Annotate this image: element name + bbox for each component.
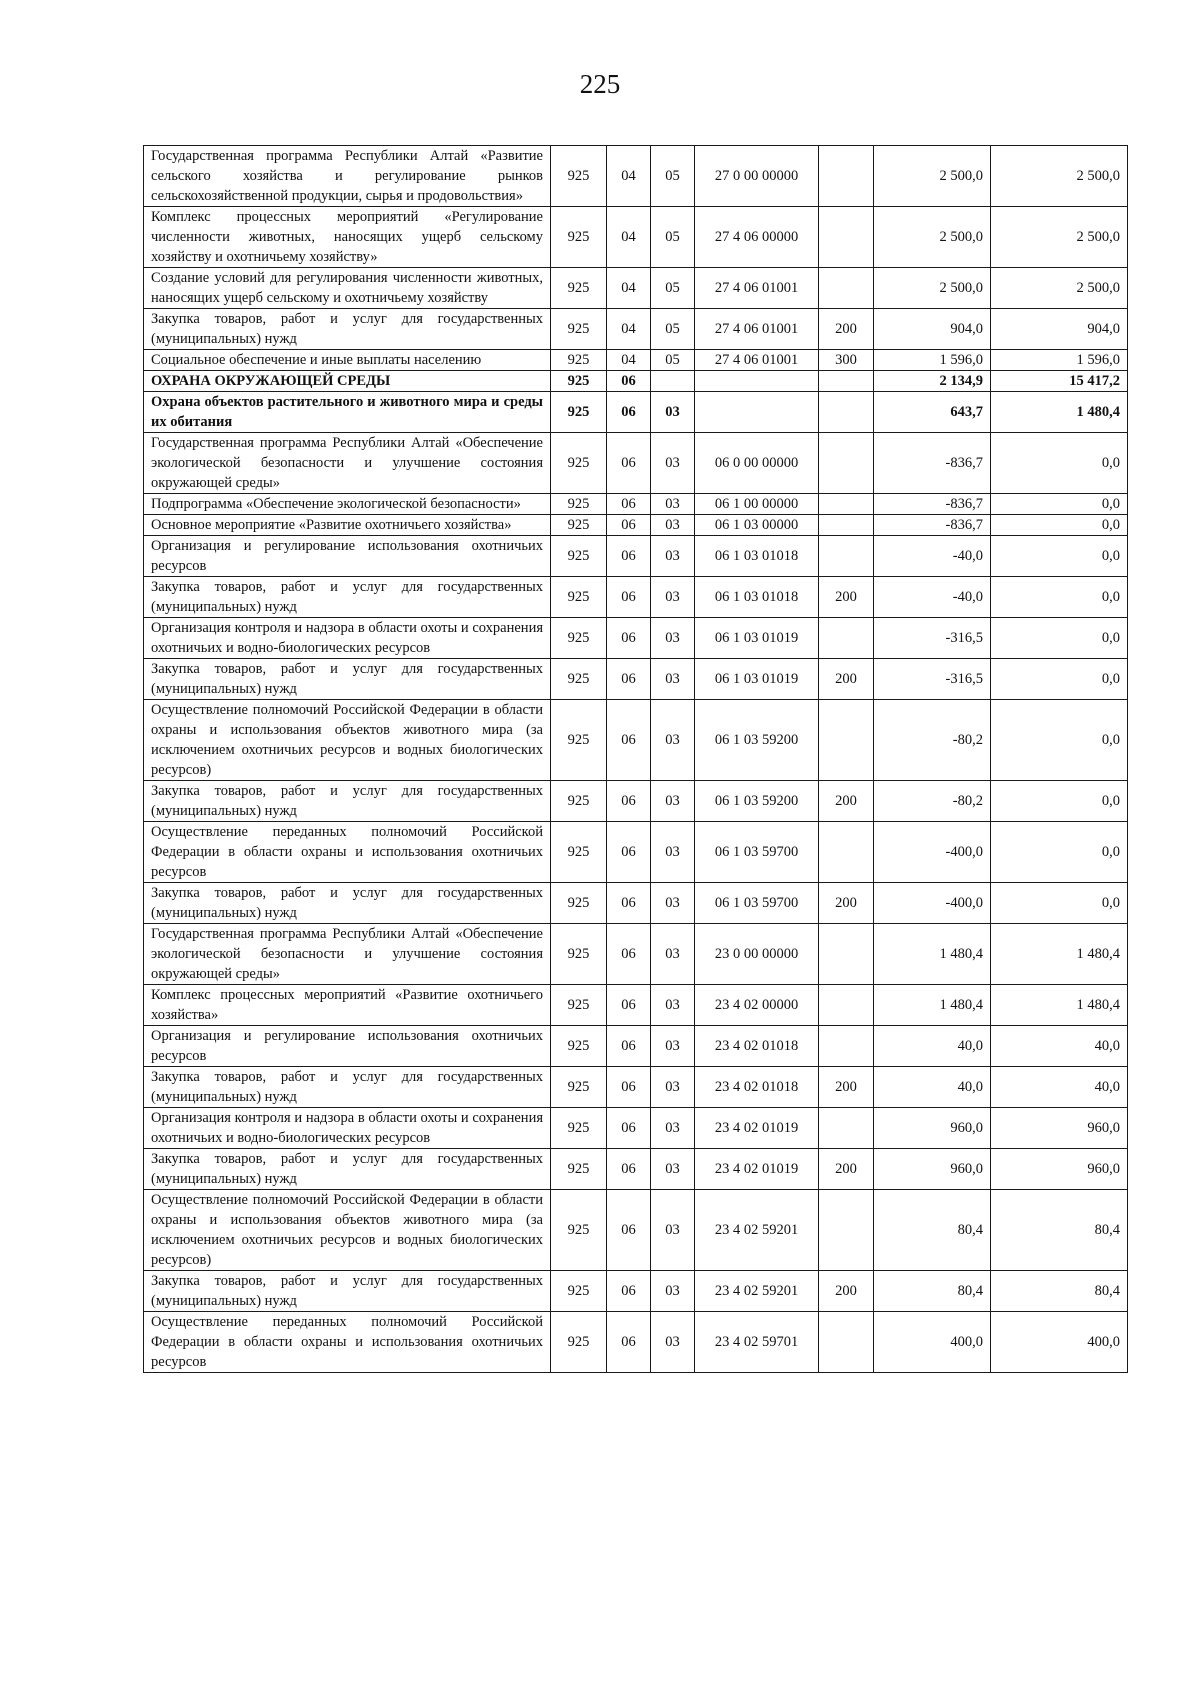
table-row xyxy=(144,536,1128,577)
row-expense-type-code xyxy=(819,515,874,536)
row-amount-1: 960,0 xyxy=(874,1149,991,1190)
row-target-article-code: 06 1 03 59200 xyxy=(695,781,819,822)
row-grbs-code: 925 xyxy=(551,392,607,433)
row-amount-1: 1 480,4 xyxy=(874,985,991,1026)
row-amount-1: 2 500,0 xyxy=(874,207,991,268)
row-grbs-code: 925 xyxy=(551,781,607,822)
row-name: Закупка товаров, работ и услуг для государственных (муниципальных) нужд xyxy=(144,1271,551,1312)
row-amount-1: -316,5 xyxy=(874,618,991,659)
row-amount-2: 0,0 xyxy=(991,577,1128,618)
row-target-article-code: 27 0 00 00000 xyxy=(695,146,819,207)
row-name: Охрана объектов растительного и животного мира и среды их обитания xyxy=(144,392,551,433)
row-amount-1: -836,7 xyxy=(874,515,991,536)
row-grbs-code: 925 xyxy=(551,924,607,985)
row-section-code: 06 xyxy=(607,433,651,494)
row-section-code: 06 xyxy=(607,1312,651,1373)
row-grbs-code: 925 xyxy=(551,700,607,781)
row-name: Создание условий для регулирования численности животных, наносящих ущерб сельскому и охотничьему хозяйству xyxy=(144,268,551,309)
row-expense-type-code xyxy=(819,146,874,207)
row-grbs-code: 925 xyxy=(551,659,607,700)
row-grbs-code: 925 xyxy=(551,268,607,309)
row-subsection-code: 03 xyxy=(651,700,695,781)
row-name: Закупка товаров, работ и услуг для государственных (муниципальных) нужд xyxy=(144,659,551,700)
row-amount-1: 40,0 xyxy=(874,1026,991,1067)
row-amount-1: 2 134,9 xyxy=(874,371,991,392)
row-section-code: 06 xyxy=(607,392,651,433)
table-body xyxy=(144,146,1128,1373)
row-subsection-code: 03 xyxy=(651,1108,695,1149)
table-row xyxy=(144,659,1128,700)
row-amount-1: -400,0 xyxy=(874,822,991,883)
row-grbs-code: 925 xyxy=(551,1108,607,1149)
row-target-article-code: 27 4 06 01001 xyxy=(695,309,819,350)
row-subsection-code: 03 xyxy=(651,1190,695,1271)
row-section-code: 06 xyxy=(607,924,651,985)
row-section-code: 06 xyxy=(607,515,651,536)
row-grbs-code: 925 xyxy=(551,536,607,577)
row-amount-2: 0,0 xyxy=(991,781,1128,822)
row-section-code: 06 xyxy=(607,659,651,700)
table-row xyxy=(144,822,1128,883)
row-name: Закупка товаров, работ и услуг для государственных (муниципальных) нужд xyxy=(144,1067,551,1108)
row-amount-1: -836,7 xyxy=(874,433,991,494)
row-grbs-code: 925 xyxy=(551,515,607,536)
row-amount-2: 960,0 xyxy=(991,1149,1128,1190)
row-subsection-code: 03 xyxy=(651,822,695,883)
row-expense-type-code: 200 xyxy=(819,659,874,700)
row-amount-1: -40,0 xyxy=(874,536,991,577)
row-section-code: 06 xyxy=(607,985,651,1026)
row-target-article-code: 23 4 02 59701 xyxy=(695,1312,819,1373)
row-amount-1: 2 500,0 xyxy=(874,268,991,309)
row-grbs-code: 925 xyxy=(551,883,607,924)
table-row xyxy=(144,618,1128,659)
row-amount-2: 0,0 xyxy=(991,433,1128,494)
row-grbs-code: 925 xyxy=(551,1026,607,1067)
row-amount-1: 2 500,0 xyxy=(874,146,991,207)
row-name: Организация и регулирование использования охотничьих ресурсов xyxy=(144,536,551,577)
table-row xyxy=(144,371,1128,392)
row-name: Закупка товаров, работ и услуг для государственных (муниципальных) нужд xyxy=(144,577,551,618)
row-name: Закупка товаров, работ и услуг для государственных (муниципальных) нужд xyxy=(144,883,551,924)
row-target-article-code: 23 0 00 00000 xyxy=(695,924,819,985)
table-row xyxy=(144,494,1128,515)
table-row xyxy=(144,1271,1128,1312)
row-amount-1: -836,7 xyxy=(874,494,991,515)
row-name: Осуществление переданных полномочий Российской Федерации в области охраны и использования охотничьих ресурсов xyxy=(144,1312,551,1373)
row-amount-2: 15 417,2 xyxy=(991,371,1128,392)
row-target-article-code: 27 4 06 01001 xyxy=(695,350,819,371)
row-subsection-code: 05 xyxy=(651,146,695,207)
row-amount-2: 0,0 xyxy=(991,618,1128,659)
row-expense-type-code xyxy=(819,985,874,1026)
row-name: Организация контроля и надзора в области охоты и сохранения охотничьих и водно-биологических ресурсов xyxy=(144,1108,551,1149)
row-target-article-code: 23 4 02 01019 xyxy=(695,1108,819,1149)
row-subsection-code: 05 xyxy=(651,309,695,350)
row-name: Организация и регулирование использования охотничьих ресурсов xyxy=(144,1026,551,1067)
row-section-code: 06 xyxy=(607,1271,651,1312)
row-expense-type-code xyxy=(819,392,874,433)
row-expense-type-code xyxy=(819,536,874,577)
row-grbs-code: 925 xyxy=(551,1271,607,1312)
row-expense-type-code xyxy=(819,433,874,494)
row-grbs-code: 925 xyxy=(551,985,607,1026)
row-section-code: 06 xyxy=(607,371,651,392)
row-subsection-code: 03 xyxy=(651,924,695,985)
row-name: Закупка товаров, работ и услуг для государственных (муниципальных) нужд xyxy=(144,781,551,822)
row-expense-type-code: 200 xyxy=(819,781,874,822)
row-target-article-code: 06 1 03 01019 xyxy=(695,618,819,659)
row-expense-type-code: 200 xyxy=(819,1067,874,1108)
row-grbs-code: 925 xyxy=(551,1067,607,1108)
table-row xyxy=(144,985,1128,1026)
table-row xyxy=(144,1312,1128,1373)
row-expense-type-code xyxy=(819,207,874,268)
row-expense-type-code xyxy=(819,1190,874,1271)
row-expense-type-code: 300 xyxy=(819,350,874,371)
row-section-code: 04 xyxy=(607,309,651,350)
row-subsection-code: 03 xyxy=(651,433,695,494)
row-section-code: 06 xyxy=(607,618,651,659)
table-row xyxy=(144,1149,1128,1190)
row-grbs-code: 925 xyxy=(551,618,607,659)
row-name: Основное мероприятие «Развитие охотничьего хозяйства» xyxy=(144,515,551,536)
row-amount-2: 960,0 xyxy=(991,1108,1128,1149)
row-subsection-code xyxy=(651,371,695,392)
row-subsection-code: 03 xyxy=(651,392,695,433)
row-name: Организация контроля и надзора в области охоты и сохранения охотничьих и водно-биологических ресурсов xyxy=(144,618,551,659)
table-row xyxy=(144,1067,1128,1108)
row-name: ОХРАНА ОКРУЖАЮЩЕЙ СРЕДЫ xyxy=(144,371,551,392)
row-grbs-code: 925 xyxy=(551,371,607,392)
row-section-code: 06 xyxy=(607,577,651,618)
row-amount-2: 0,0 xyxy=(991,659,1128,700)
row-name: Подпрограмма «Обеспечение экологической безопасности» xyxy=(144,494,551,515)
row-section-code: 06 xyxy=(607,1026,651,1067)
row-amount-2: 0,0 xyxy=(991,536,1128,577)
row-section-code: 04 xyxy=(607,146,651,207)
row-amount-1: -400,0 xyxy=(874,883,991,924)
row-subsection-code: 03 xyxy=(651,1271,695,1312)
row-section-code: 06 xyxy=(607,1149,651,1190)
row-subsection-code: 03 xyxy=(651,577,695,618)
row-amount-2: 40,0 xyxy=(991,1026,1128,1067)
row-amount-2: 2 500,0 xyxy=(991,268,1128,309)
row-expense-type-code xyxy=(819,371,874,392)
row-target-article-code: 06 1 03 59700 xyxy=(695,883,819,924)
row-target-article-code: 06 1 03 01018 xyxy=(695,536,819,577)
row-name: Государственная программа Республики Алтай «Обеспечение экологической безопасности и улучшение состояния окружающей среды» xyxy=(144,433,551,494)
row-section-code: 04 xyxy=(607,268,651,309)
row-name: Осуществление полномочий Российской Федерации в области охраны и использования объектов животного мира (за исключением охотничьих ресурсов и водных биологических ресурсов) xyxy=(144,700,551,781)
table-row xyxy=(144,781,1128,822)
row-target-article-code: 23 4 02 01019 xyxy=(695,1149,819,1190)
row-expense-type-code: 200 xyxy=(819,577,874,618)
row-subsection-code: 03 xyxy=(651,1026,695,1067)
row-section-code: 06 xyxy=(607,1190,651,1271)
row-amount-1: 400,0 xyxy=(874,1312,991,1373)
row-subsection-code: 05 xyxy=(651,207,695,268)
row-target-article-code: 23 4 02 01018 xyxy=(695,1026,819,1067)
row-amount-2: 1 596,0 xyxy=(991,350,1128,371)
row-name: Государственная программа Республики Алтай «Обеспечение экологической безопасности и улучшение состояния окружающей среды» xyxy=(144,924,551,985)
row-grbs-code: 925 xyxy=(551,433,607,494)
row-amount-1: 1 596,0 xyxy=(874,350,991,371)
row-subsection-code: 03 xyxy=(651,659,695,700)
row-subsection-code: 03 xyxy=(651,515,695,536)
row-grbs-code: 925 xyxy=(551,1190,607,1271)
row-amount-2: 0,0 xyxy=(991,700,1128,781)
row-section-code: 06 xyxy=(607,1108,651,1149)
row-expense-type-code: 200 xyxy=(819,309,874,350)
row-amount-2: 0,0 xyxy=(991,883,1128,924)
row-amount-1: 40,0 xyxy=(874,1067,991,1108)
row-amount-2: 0,0 xyxy=(991,515,1128,536)
row-expense-type-code xyxy=(819,1026,874,1067)
row-grbs-code: 925 xyxy=(551,577,607,618)
row-amount-2: 400,0 xyxy=(991,1312,1128,1373)
row-section-code: 06 xyxy=(607,700,651,781)
row-subsection-code: 03 xyxy=(651,883,695,924)
table-row xyxy=(144,146,1128,207)
row-expense-type-code: 200 xyxy=(819,1149,874,1190)
row-amount-1: 1 480,4 xyxy=(874,924,991,985)
row-section-code: 06 xyxy=(607,494,651,515)
row-subsection-code: 03 xyxy=(651,536,695,577)
row-target-article-code: 23 4 02 00000 xyxy=(695,985,819,1026)
row-expense-type-code xyxy=(819,1108,874,1149)
row-target-article-code: 27 4 06 00000 xyxy=(695,207,819,268)
row-amount-1: 643,7 xyxy=(874,392,991,433)
row-amount-2: 40,0 xyxy=(991,1067,1128,1108)
row-expense-type-code xyxy=(819,618,874,659)
row-name: Социальное обеспечение и иные выплаты населению xyxy=(144,350,551,371)
page-number: 225 xyxy=(579,69,621,99)
row-name: Закупка товаров, работ и услуг для государственных (муниципальных) нужд xyxy=(144,1149,551,1190)
table-row xyxy=(144,1026,1128,1067)
row-name: Закупка товаров, работ и услуг для государственных (муниципальных) нужд xyxy=(144,309,551,350)
row-subsection-code: 03 xyxy=(651,1312,695,1373)
row-amount-2: 1 480,4 xyxy=(991,985,1128,1026)
row-amount-2: 80,4 xyxy=(991,1190,1128,1271)
table-row xyxy=(144,433,1128,494)
row-target-article-code xyxy=(695,371,819,392)
row-target-article-code: 06 1 03 00000 xyxy=(695,515,819,536)
row-grbs-code: 925 xyxy=(551,822,607,883)
table-row xyxy=(144,883,1128,924)
row-expense-type-code xyxy=(819,1312,874,1373)
row-subsection-code: 03 xyxy=(651,1067,695,1108)
row-amount-2: 1 480,4 xyxy=(991,392,1128,433)
row-amount-2: 2 500,0 xyxy=(991,207,1128,268)
table-row xyxy=(144,268,1128,309)
row-section-code: 06 xyxy=(607,536,651,577)
row-amount-2: 2 500,0 xyxy=(991,146,1128,207)
row-amount-1: -80,2 xyxy=(874,781,991,822)
row-amount-2: 904,0 xyxy=(991,309,1128,350)
table-row xyxy=(144,924,1128,985)
row-grbs-code: 925 xyxy=(551,146,607,207)
table-row xyxy=(144,577,1128,618)
row-expense-type-code xyxy=(819,268,874,309)
row-target-article-code: 23 4 02 01018 xyxy=(695,1067,819,1108)
row-name: Комплекс процессных мероприятий «Регулирование численности животных, наносящих ущерб сельскому хозяйству и охотничьему хозяйству» xyxy=(144,207,551,268)
row-amount-1: 80,4 xyxy=(874,1271,991,1312)
row-expense-type-code xyxy=(819,700,874,781)
row-grbs-code: 925 xyxy=(551,1312,607,1373)
row-subsection-code: 03 xyxy=(651,1149,695,1190)
row-target-article-code: 06 1 00 00000 xyxy=(695,494,819,515)
row-subsection-code: 03 xyxy=(651,985,695,1026)
table-row xyxy=(144,392,1128,433)
row-amount-2: 1 480,4 xyxy=(991,924,1128,985)
row-target-article-code: 27 4 06 01001 xyxy=(695,268,819,309)
row-target-article-code xyxy=(695,392,819,433)
row-amount-1: 960,0 xyxy=(874,1108,991,1149)
budget-table xyxy=(143,145,1128,1373)
row-subsection-code: 03 xyxy=(651,494,695,515)
table-row xyxy=(144,1190,1128,1271)
row-name: Комплекс процессных мероприятий «Развитие охотничьего хозяйства» xyxy=(144,985,551,1026)
row-grbs-code: 925 xyxy=(551,350,607,371)
row-amount-1: -40,0 xyxy=(874,577,991,618)
row-amount-1: -80,2 xyxy=(874,700,991,781)
row-section-code: 06 xyxy=(607,1067,651,1108)
table-row xyxy=(144,350,1128,371)
row-grbs-code: 925 xyxy=(551,309,607,350)
row-amount-2: 80,4 xyxy=(991,1271,1128,1312)
row-subsection-code: 05 xyxy=(651,268,695,309)
table-row xyxy=(144,515,1128,536)
row-expense-type-code: 200 xyxy=(819,1271,874,1312)
row-target-article-code: 23 4 02 59201 xyxy=(695,1190,819,1271)
row-target-article-code: 06 1 03 01019 xyxy=(695,659,819,700)
row-grbs-code: 925 xyxy=(551,207,607,268)
table-row xyxy=(144,207,1128,268)
row-subsection-code: 03 xyxy=(651,618,695,659)
row-expense-type-code xyxy=(819,822,874,883)
row-section-code: 06 xyxy=(607,781,651,822)
row-name: Осуществление переданных полномочий Российской Федерации в области охраны и использования охотничьих ресурсов xyxy=(144,822,551,883)
row-target-article-code: 06 1 03 59200 xyxy=(695,700,819,781)
row-grbs-code: 925 xyxy=(551,1149,607,1190)
row-expense-type-code xyxy=(819,494,874,515)
row-section-code: 04 xyxy=(607,350,651,371)
row-subsection-code: 03 xyxy=(651,781,695,822)
row-expense-type-code: 200 xyxy=(819,883,874,924)
row-subsection-code: 05 xyxy=(651,350,695,371)
row-grbs-code: 925 xyxy=(551,494,607,515)
row-section-code: 06 xyxy=(607,822,651,883)
row-name: Государственная программа Республики Алтай «Развитие сельского хозяйства и регулирование рынков сельскохозяйственной продукции, сырья и продовольствия» xyxy=(144,146,551,207)
row-target-article-code: 06 1 03 01018 xyxy=(695,577,819,618)
row-amount-1: 904,0 xyxy=(874,309,991,350)
row-expense-type-code xyxy=(819,924,874,985)
row-target-article-code: 06 1 03 59700 xyxy=(695,822,819,883)
row-amount-1: -316,5 xyxy=(874,659,991,700)
table-row xyxy=(144,700,1128,781)
row-target-article-code: 06 0 00 00000 xyxy=(695,433,819,494)
row-target-article-code: 23 4 02 59201 xyxy=(695,1271,819,1312)
row-name: Осуществление полномочий Российской Федерации в области охраны и использования объектов животного мира (за исключением охотничьих ресурсов и водных биологических ресурсов) xyxy=(144,1190,551,1271)
row-amount-2: 0,0 xyxy=(991,822,1128,883)
table-row xyxy=(144,1108,1128,1149)
row-amount-2: 0,0 xyxy=(991,494,1128,515)
table-row xyxy=(144,309,1128,350)
row-amount-1: 80,4 xyxy=(874,1190,991,1271)
row-section-code: 04 xyxy=(607,207,651,268)
row-section-code: 06 xyxy=(607,883,651,924)
